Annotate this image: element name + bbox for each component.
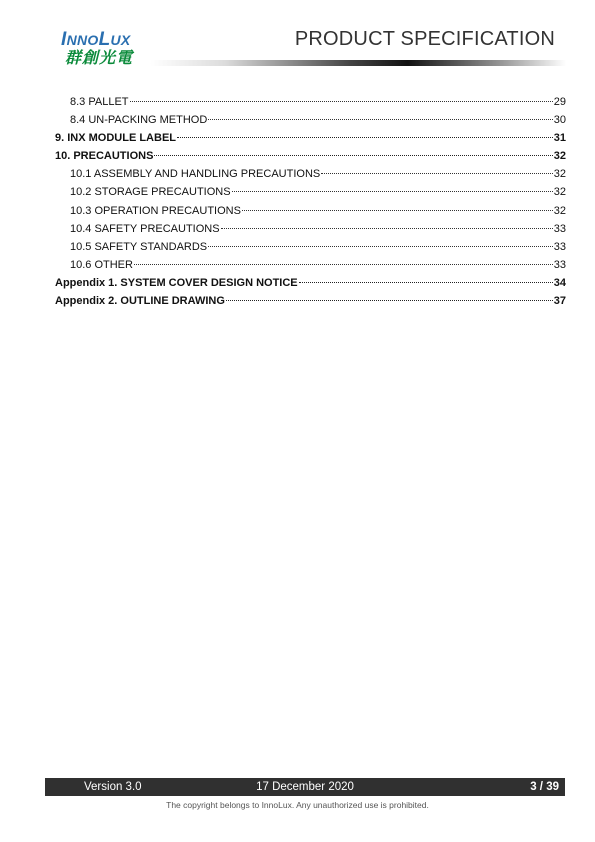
toc-dot-leader bbox=[208, 246, 553, 247]
toc-entry-page: 33 bbox=[553, 240, 566, 253]
toc-entry[interactable] bbox=[55, 165, 566, 183]
toc-entry-page: 37 bbox=[553, 295, 566, 308]
toc-entry-label: 10.5 SAFETY STANDARDS bbox=[70, 240, 208, 253]
toc-entry-page: 32 bbox=[553, 168, 566, 181]
toc-dot-leader bbox=[177, 137, 553, 138]
toc-entry[interactable] bbox=[55, 111, 566, 129]
toc-entry-label: Appendix 2. OUTLINE DRAWING bbox=[55, 295, 225, 308]
toc-entry-page: 33 bbox=[553, 258, 566, 271]
toc-entry[interactable] bbox=[55, 147, 566, 165]
toc-entry-page: 33 bbox=[553, 222, 566, 235]
document-version: Version 3.0 bbox=[84, 781, 142, 793]
toc-dot-leader bbox=[130, 101, 553, 102]
toc-entry[interactable] bbox=[55, 292, 566, 310]
toc-dot-leader bbox=[226, 300, 553, 301]
toc-entry-page: 34 bbox=[553, 276, 566, 289]
toc-entry-label: 10. PRECAUTIONS bbox=[55, 150, 154, 163]
toc-entry[interactable] bbox=[55, 238, 566, 256]
logo-chinese-name: 群創光電 bbox=[65, 48, 134, 67]
toc-entry-label: 8.4 UN-PACKING METHOD bbox=[70, 114, 208, 127]
table-of-contents bbox=[55, 93, 566, 310]
toc-dot-leader bbox=[299, 282, 553, 283]
toc-entry-label: 9. INX MODULE LABEL bbox=[55, 132, 177, 145]
toc-entry-page: 32 bbox=[553, 204, 566, 217]
toc-dot-leader bbox=[134, 264, 553, 265]
toc-dot-leader bbox=[154, 155, 552, 156]
toc-entry[interactable] bbox=[55, 183, 566, 201]
footer-bar bbox=[45, 778, 565, 796]
copyright-notice: The copyright belongs to InnoLux. Any unauthorized use is prohibited. bbox=[166, 800, 429, 810]
toc-entry-label: 10.4 SAFETY PRECAUTIONS bbox=[70, 222, 220, 235]
toc-entry-page: 30 bbox=[553, 114, 566, 127]
toc-entry-label: 10.1 ASSEMBLY AND HANDLING PRECAUTIONS bbox=[70, 168, 321, 181]
toc-dot-leader bbox=[232, 191, 553, 192]
logo-wordmark: INNOLUX bbox=[61, 29, 131, 50]
toc-entry[interactable] bbox=[55, 93, 566, 111]
header-divider bbox=[150, 60, 566, 66]
page-number: 3 / 39 bbox=[530, 781, 559, 793]
toc-dot-leader bbox=[208, 119, 552, 120]
toc-entry[interactable] bbox=[55, 274, 566, 292]
document-title: PRODUCT SPECIFICATION bbox=[294, 28, 555, 50]
toc-entry-page: 29 bbox=[553, 96, 566, 108]
toc-dot-leader bbox=[221, 228, 553, 229]
toc-entry-page: 32 bbox=[553, 150, 566, 163]
toc-dot-leader bbox=[242, 210, 553, 211]
toc-entry-label: Appendix 1. SYSTEM COVER DESIGN NOTICE bbox=[55, 276, 298, 289]
toc-dot-leader bbox=[321, 173, 553, 174]
toc-entry[interactable] bbox=[55, 202, 566, 220]
toc-entry[interactable] bbox=[55, 256, 566, 274]
toc-entry[interactable] bbox=[55, 220, 566, 238]
toc-entry-page: 31 bbox=[553, 132, 566, 145]
document-date: 17 December 2020 bbox=[256, 781, 354, 793]
toc-entry[interactable] bbox=[55, 129, 566, 147]
toc-entry-label: 8.3 PALLET bbox=[70, 96, 129, 108]
toc-entry-label: 10.2 STORAGE PRECAUTIONS bbox=[70, 186, 231, 199]
toc-entry-label: 10.3 OPERATION PRECAUTIONS bbox=[70, 204, 241, 217]
innolux-logo bbox=[60, 28, 160, 74]
toc-entry-page: 32 bbox=[553, 186, 566, 199]
toc-entry-label: 10.6 OTHER bbox=[70, 258, 133, 271]
